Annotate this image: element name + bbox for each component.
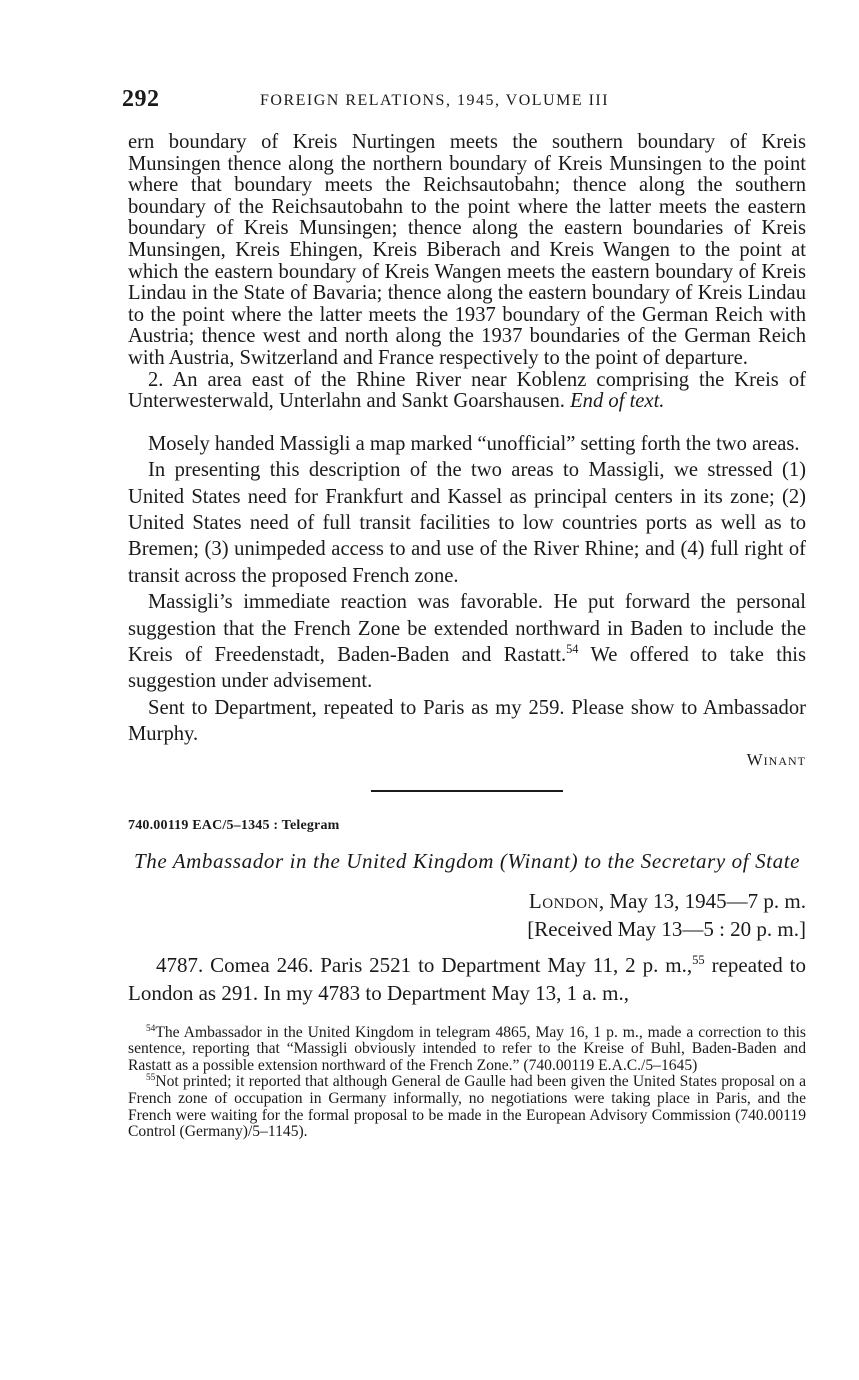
- file-reference: 740.00119 EAC/5–1345 : Telegram: [128, 817, 340, 833]
- telegram-2-text-a: 4787. Comea 246. Paris 2521 to Department May 11, 2 p. m.,: [156, 952, 693, 977]
- footnote-55-text: Not printed; it reported that although General de Gaulle had been given the United States proposal on a French zone of occupation in Germany informally, no negotiations were taking place in Paris, and the French were waiting for the formal proposal to be made in the European Advisory Commission (740.00119 Control (Germany)/5–1145).: [128, 1073, 806, 1141]
- footnote-55: [128, 1074, 806, 1140]
- quoted-paragraph-2: [128, 370, 806, 413]
- telegram-2-text-b: repeated to London as 291. In my 4783 to Department May 13, 1 a. m.,: [128, 952, 806, 1005]
- end-of-text-marker: End of text.: [570, 390, 665, 413]
- telegram-2-body: [128, 951, 806, 1007]
- telegram-2-paragraph-1: [128, 951, 806, 1007]
- quoted-paragraph-2-text: 2. An area east of the Rhine River near Koblenz comprising the Kreis of Unterwesterwald, Unterlahn and Sankt Goarshausen.: [128, 368, 806, 413]
- page-number: 292: [122, 86, 160, 112]
- place-name: London: [528, 888, 599, 913]
- section-divider: [371, 790, 563, 792]
- body-paragraph-1: Mosely handed Massigli a map marked “unofficial” setting forth the two areas.: [148, 432, 800, 455]
- footnote-54-text: The Ambassador in the United Kingdom in telegram 4865, May 16, 1 p. m., made a correction to this sentence, reporting that “Massigli obviously intended to refer to the Kreise of Buhl, Baden-Baden and Rastatt as a possible extension northward of the French Zone.” (740.00119 E.A.C./5–1645): [128, 1023, 806, 1074]
- quoted-text: [128, 132, 806, 413]
- date-text: , May 13, 1945—7 p. m.: [598, 888, 806, 913]
- footnote-55-mark: 55: [146, 1073, 156, 1084]
- signature: Winant: [746, 749, 806, 769]
- body-paragraph-2: In presenting this description of the two areas to Massigli, we stressed (1) United States need for Frankfurt and Kassel as principal centers in its zone; (2) United States need of full transit facilities to low countries ports as well as to Bremen; (3) unimpeded access to and use of the River Rhine; and (4) full right of transit across the proposed French zone.: [128, 459, 806, 587]
- footnotes: [128, 1025, 806, 1141]
- dateline: [128, 887, 806, 943]
- date-sent: [128, 887, 806, 915]
- footnote-ref-54: 54: [566, 642, 579, 657]
- date-received: [Received May 13—5 : 20 p. m.]: [527, 916, 806, 941]
- document-page: [122, 86, 806, 1141]
- running-head: FOREIGN RELATIONS, 1945, VOLUME III: [260, 92, 610, 109]
- quoted-paragraph-1: ern boundary of Kreis Nurtingen meets the southern boundary of Kreis Munsingen thence along the northern boundary of Kreis Munsingen to the point where that boundary meets the Reichsautobahn; thence along the southern boundary of the Reichsautobahn to the point where the latter meets the eastern boundary of Kreis Munsingen; thence along the eastern boundaries of Kreis Munsingen, Kreis Ehingen, Kreis Biberach and Kreis Wangen to the point at which the eastern boundary of Kreis Wangen meets the eastern boundary of Kreis Lindau in the State of Bavaria; thence along the eastern boundary of Kreis Lindau to the point where the latter meets the 1937 boundary of the German Reich with Austria; thence west and north along the 1937 boundaries of the German Reich with Austria, Switzerland and France respectively to the point of departure.: [128, 131, 806, 369]
- body-paragraph-4: Sent to Department, repeated to Paris as my 259. Please show to Ambassador Murphy.: [128, 696, 806, 746]
- footnote-54: [128, 1025, 806, 1075]
- body-paragraph-3-part-b: We offered to take this suggestion under advisement.: [128, 643, 806, 693]
- body-paragraph-3-part-a: Massigli’s immediate reaction was favorable. He put forward the personal suggestion that the French Zone be extended northward in Baden to include the Kreis of Freedenstadt, Baden-Baden and Rastatt.: [128, 591, 806, 666]
- page-header: [122, 86, 806, 120]
- telegram-body: [128, 431, 806, 748]
- footnote-54-mark: 54: [146, 1023, 156, 1034]
- footnote-ref-55: 55: [692, 952, 705, 967]
- body-paragraph-3: [128, 589, 806, 695]
- document-title: The Ambassador in the United Kingdom (Winant) to the Secretary of State: [133, 848, 801, 873]
